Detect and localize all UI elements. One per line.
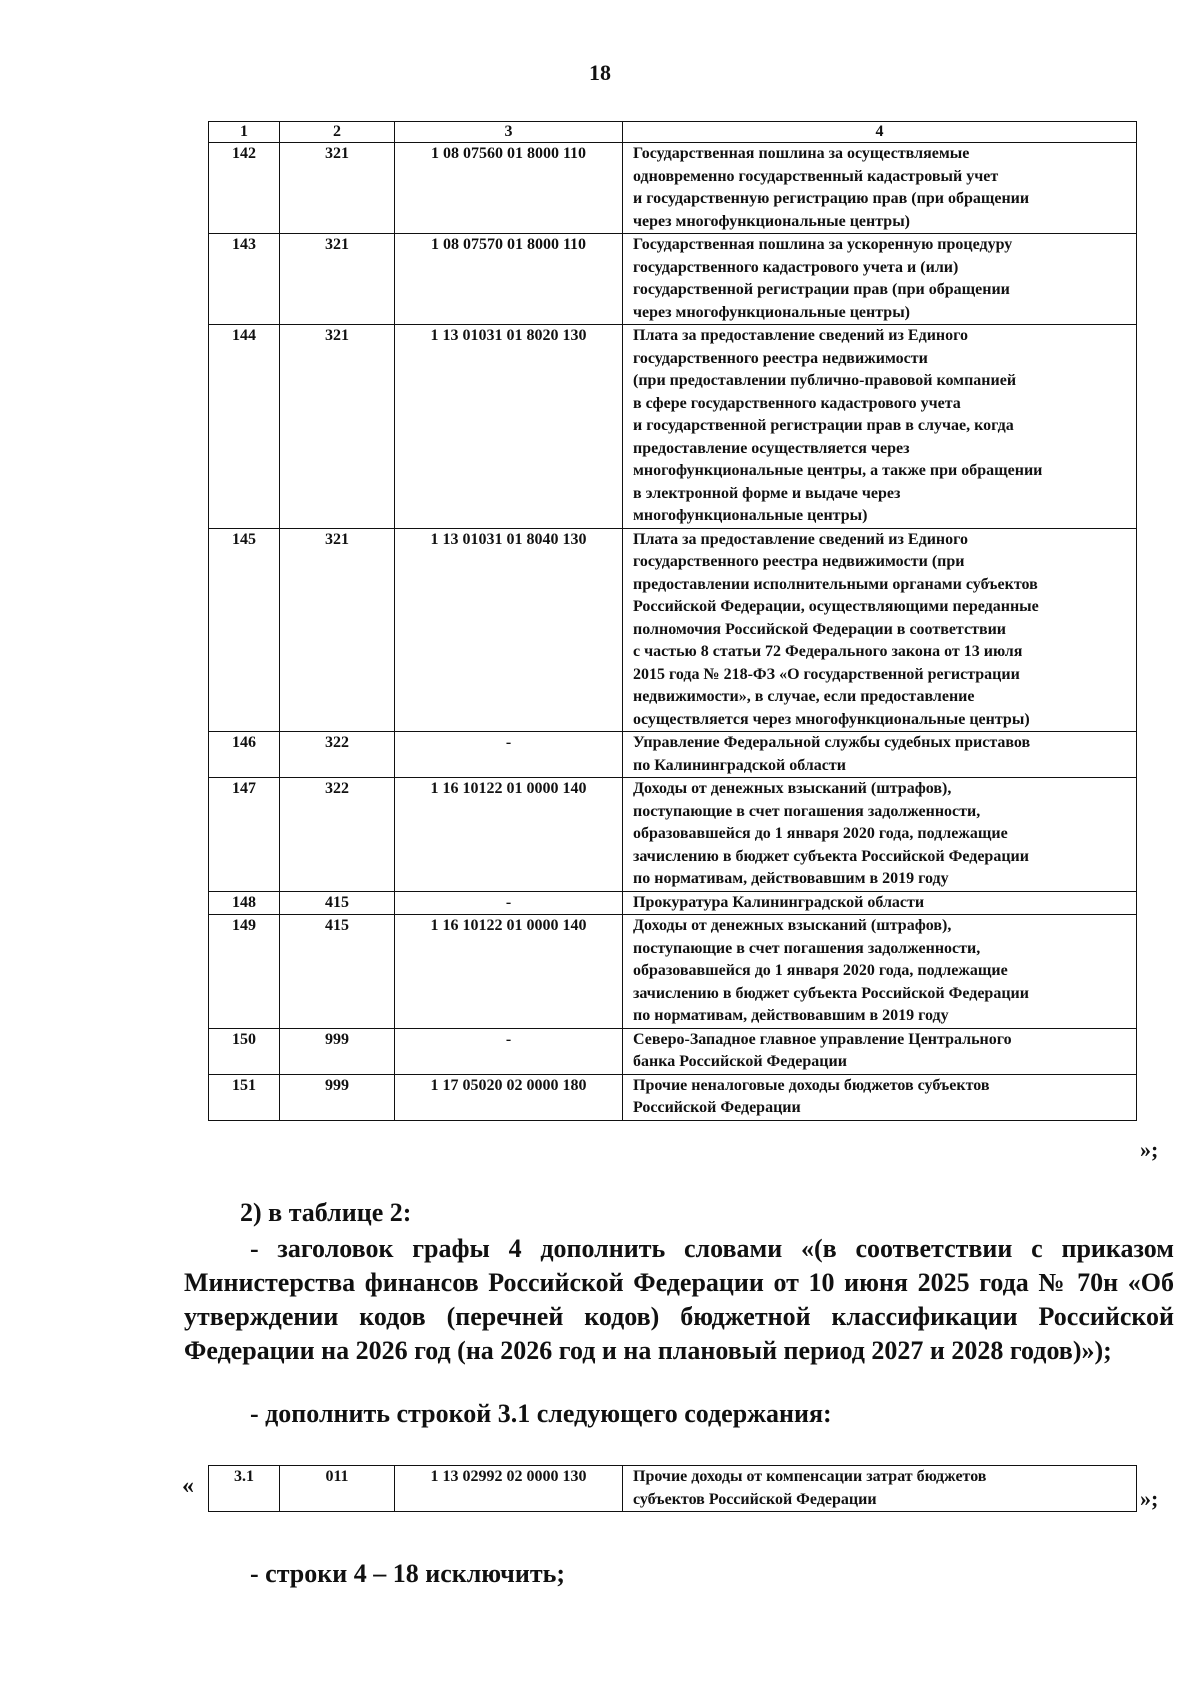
insert-closing-quote: »; bbox=[1140, 1486, 1159, 1511]
admin-code: 322 bbox=[280, 778, 395, 892]
insert-row-table bbox=[208, 1465, 1137, 1512]
row-description bbox=[623, 915, 1137, 1029]
admin-code: 321 bbox=[280, 234, 395, 325]
table-row bbox=[209, 1074, 1137, 1120]
admin-code: 415 bbox=[280, 891, 395, 915]
row-number: 149 bbox=[209, 915, 280, 1029]
table-row bbox=[209, 778, 1137, 892]
description-line: государственного реестра недвижимости bbox=[633, 349, 928, 367]
header-col-1: 1 bbox=[209, 122, 280, 143]
row-number: 151 bbox=[209, 1074, 280, 1120]
table-row bbox=[209, 1466, 1137, 1512]
description-line: государственной регистрации прав (при обращении bbox=[633, 281, 1010, 298]
description-line: через многофункциональные центры) bbox=[633, 303, 911, 321]
insert-opening-quote: « bbox=[182, 1473, 194, 1499]
description-line: недвижимости», в случае, если предоставление bbox=[633, 688, 975, 705]
table-closing-quote: »; bbox=[1140, 1137, 1159, 1162]
paragraph-table-2: 2) в таблице 2: bbox=[240, 1198, 412, 1227]
admin-code: 321 bbox=[280, 143, 395, 234]
table-row bbox=[209, 143, 1137, 234]
budget-code: 1 13 02992 02 0000 130 bbox=[395, 1466, 623, 1512]
description-line: Прокуратура Калининградской области bbox=[633, 893, 925, 911]
revenue-table-body bbox=[209, 122, 1137, 1121]
description-line: образовавшейся до 1 января 2020 года, подлежащие bbox=[633, 962, 1008, 979]
description-line: субъектов Российской Федерации bbox=[633, 1490, 877, 1508]
table-header-row bbox=[209, 122, 1137, 143]
paragraph-exclude-rows: - строки 4 – 18 исключить; bbox=[250, 1559, 565, 1588]
description-line: поступающие в счет погашения задолженности, bbox=[633, 939, 981, 957]
budget-code: 1 08 07560 01 8000 110 bbox=[395, 143, 623, 234]
description-line: Российской Федерации, осуществляющими переданные bbox=[633, 598, 1039, 615]
description-line: по Калининградской области bbox=[633, 756, 846, 774]
admin-code: 415 bbox=[280, 915, 395, 1029]
description-line: предоставление осуществляется через bbox=[633, 439, 910, 457]
admin-code: 011 bbox=[280, 1466, 395, 1512]
row-number: 144 bbox=[209, 325, 280, 529]
description-line: осуществляется через многофункциональные центры) bbox=[633, 710, 1030, 728]
description-line: через многофункциональные центры) bbox=[633, 212, 911, 230]
row-number: 147 bbox=[209, 778, 280, 892]
description-line: по нормативам, действовавшим в 2019 году bbox=[633, 870, 949, 887]
row-number: 142 bbox=[209, 143, 280, 234]
admin-code: 999 bbox=[280, 1028, 395, 1074]
table-row bbox=[209, 732, 1137, 778]
table-row bbox=[209, 325, 1137, 529]
row-description bbox=[623, 732, 1137, 778]
budget-code: - bbox=[395, 1028, 623, 1074]
description-line: многофункциональные центры, а также при обращении bbox=[633, 462, 1043, 479]
description-line: Плата за предоставление сведений из Единого bbox=[633, 327, 968, 344]
description-line: и государственной регистрации прав в случае, когда bbox=[633, 417, 1014, 434]
budget-code: 1 13 01031 01 8040 130 bbox=[395, 528, 623, 732]
budget-code: - bbox=[395, 891, 623, 915]
admin-code: 322 bbox=[280, 732, 395, 778]
description-line: (при предоставлении публично-правовой компанией bbox=[633, 372, 1017, 389]
admin-code: 321 bbox=[280, 528, 395, 732]
description-line: в сфере государственного кадастрового учета bbox=[633, 394, 961, 412]
paragraph-add-row: - дополнить строкой 3.1 следующего содержания: bbox=[250, 1399, 832, 1428]
header-col-3: 3 bbox=[395, 122, 623, 143]
paragraph-header-amendment: - заголовок графы 4 дополнить словами «(в соответствии с приказом Министерства финансов Российской Федерации от 10 июня 2025 года № 70н «Об утверждении кодов (перечней кодов) бюджетной классификации Российской Федерации на 2026 год (на 2026 год и на плановый период 2027 и 2028 годов)»); bbox=[184, 1234, 1174, 1365]
description-line: образовавшейся до 1 января 2020 года, подлежащие bbox=[633, 825, 1008, 842]
budget-code: 1 13 01031 01 8020 130 bbox=[395, 325, 623, 529]
page-number: 18 bbox=[589, 60, 611, 85]
description-line: банка Российской Федерации bbox=[633, 1053, 847, 1070]
description-line: поступающие в счет погашения задолженности, bbox=[633, 802, 981, 820]
description-line: Прочие доходы от компенсации затрат бюджетов bbox=[633, 1468, 987, 1485]
row-description bbox=[623, 1466, 1137, 1512]
description-line: Российской Федерации bbox=[633, 1099, 801, 1116]
description-line: зачислению в бюджет субъекта Российской Федерации bbox=[633, 984, 1029, 1002]
description-line: государственного реестра недвижимости (при bbox=[633, 553, 965, 570]
row-description bbox=[623, 891, 1137, 915]
row-description bbox=[623, 325, 1137, 529]
table-row bbox=[209, 1028, 1137, 1074]
row-description bbox=[623, 778, 1137, 892]
row-number: 150 bbox=[209, 1028, 280, 1074]
admin-code: 321 bbox=[280, 325, 395, 529]
description-line: многофункциональные центры) bbox=[633, 507, 868, 524]
description-line: в электронной форме и выдаче через bbox=[633, 484, 901, 502]
description-line: одновременно государственный кадастровый учет bbox=[633, 167, 999, 185]
description-line: зачислению в бюджет субъекта Российской Федерации bbox=[633, 847, 1029, 865]
description-line: Прочие неналоговые доходы бюджетов субъектов bbox=[633, 1076, 990, 1094]
description-line: Доходы от денежных взысканий (штрафов), bbox=[633, 917, 952, 934]
row-description bbox=[623, 143, 1137, 234]
description-line: предоставлении исполнительными органами субъектов bbox=[633, 575, 1038, 593]
row-description bbox=[623, 528, 1137, 732]
budget-code: 1 16 10122 01 0000 140 bbox=[395, 915, 623, 1029]
row-number: 3.1 bbox=[209, 1466, 280, 1512]
description-line: Государственная пошлина за осуществляемые bbox=[633, 145, 970, 162]
description-line: государственного кадастрового учета и (или) bbox=[633, 258, 959, 276]
row-description bbox=[623, 1028, 1137, 1074]
row-number: 145 bbox=[209, 528, 280, 732]
description-line: и государственную регистрацию прав (при обращении bbox=[633, 190, 1030, 207]
table-row bbox=[209, 528, 1137, 732]
admin-code: 999 bbox=[280, 1074, 395, 1120]
budget-code: - bbox=[395, 732, 623, 778]
budget-code: 1 16 10122 01 0000 140 bbox=[395, 778, 623, 892]
description-line: Государственная пошлина за ускоренную процедуру bbox=[633, 236, 1013, 253]
description-line: Управление Федеральной службы судебных приставов bbox=[633, 734, 1031, 751]
revenue-table bbox=[208, 121, 1137, 1121]
budget-code: 1 17 05020 02 0000 180 bbox=[395, 1074, 623, 1120]
header-col-2: 2 bbox=[280, 122, 395, 143]
budget-code: 1 08 07570 01 8000 110 bbox=[395, 234, 623, 325]
description-line: Плата за предоставление сведений из Единого bbox=[633, 530, 968, 548]
row-description bbox=[623, 1074, 1137, 1120]
description-line: по нормативам, действовавшим в 2019 году bbox=[633, 1007, 949, 1024]
table-row bbox=[209, 915, 1137, 1029]
description-line: 2015 года № 218-ФЗ «О государственной регистрации bbox=[633, 665, 1020, 683]
table-row bbox=[209, 234, 1137, 325]
row-description bbox=[623, 234, 1137, 325]
row-number: 146 bbox=[209, 732, 280, 778]
row-number: 143 bbox=[209, 234, 280, 325]
description-line: полномочия Российской Федерации в соответствии bbox=[633, 620, 1007, 638]
description-line: Доходы от денежных взысканий (штрафов), bbox=[633, 780, 952, 797]
table-row bbox=[209, 891, 1137, 915]
description-line: Северо-Западное главное управление Центрального bbox=[633, 1030, 1012, 1048]
header-col-4: 4 bbox=[623, 122, 1137, 143]
description-line: с частью 8 статьи 72 Федерального закона от 13 июля bbox=[633, 643, 1023, 660]
row-number: 148 bbox=[209, 891, 280, 915]
